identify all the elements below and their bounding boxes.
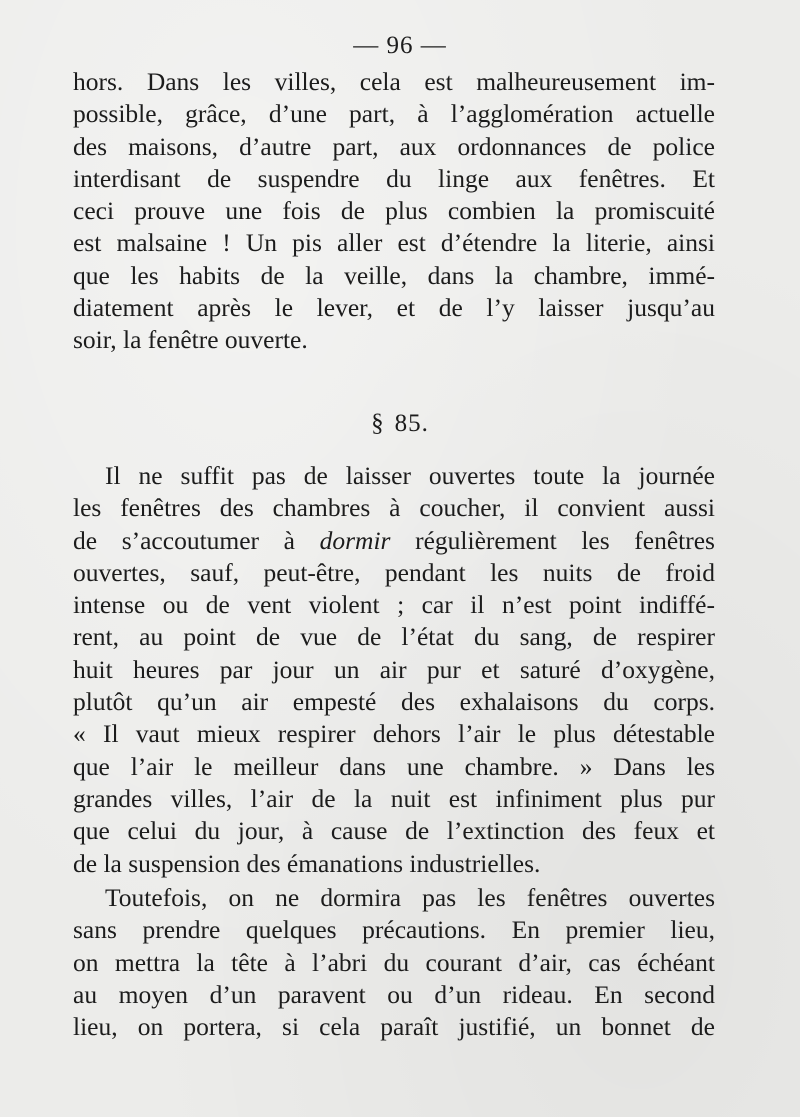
text-line: Toutefois, on ne dormira pas les fenêtres ouvertes	[105, 883, 715, 912]
section-mark: §	[371, 410, 385, 437]
text-line: possible, grâce, d’une part, à l’agglomération actuelle	[73, 99, 715, 129]
text-line: lieu, on portera, si cela paraît justifié, un bonnet de	[73, 1012, 715, 1042]
text-segment: régulièrement les fenêtres	[390, 525, 715, 555]
text-line: diatement après le lever, et de l’y laisser jusqu’au	[73, 293, 715, 323]
text-line: intense ou de vent violent ; car il n’est point indiffé-	[73, 590, 715, 620]
text-line: soir, la fenêtre ouverte.	[73, 325, 308, 355]
text-line: hors. Dans les villes, cela est malheureusement im-	[73, 67, 715, 96]
text-line: interdisant de suspendre du linge aux fenêtres. Et	[73, 163, 715, 193]
text-line: que celui du jour, à cause de l’extinction des feux et	[73, 816, 715, 846]
text-line: « Il vaut mieux respirer dehors l’air le plus détestable	[73, 719, 715, 749]
text-line: ouvertes, sauf, peut-être, pendant les nuits de froid	[73, 557, 715, 587]
emphasized-word: dormir	[319, 525, 391, 555]
text-line: de la suspension des émanations industrielles.	[73, 848, 541, 878]
text-line: sans prendre quelques précautions. En premier lieu,	[73, 915, 715, 945]
text-line: ceci prouve une fois de plus combien la promiscuité	[73, 196, 715, 226]
text-line: au moyen d’un paravent ou d’un rideau. En second	[73, 979, 715, 1009]
text-line: Il ne suffit pas de laisser ouvertes toute la journée	[105, 461, 715, 490]
text-line: des maisons, d’autre part, aux ordonnances de police	[73, 131, 715, 161]
page-number: — 96 —	[353, 32, 447, 59]
paragraph-precautions	[73, 882, 715, 1043]
section-number: 85.	[394, 410, 429, 437]
section-heading	[0, 408, 800, 440]
text-line: est malsaine ! Un pis aller est d’étendre la literie, ainsi	[73, 228, 715, 258]
text-line: on mettra la tête à l’abri du courant d’air, cas échéant	[73, 947, 715, 977]
text-line: que les habits de la veille, dans la chambre, immé-	[73, 260, 715, 290]
text-line: plutôt qu’un air empesté des exhalaisons du corps.	[73, 687, 715, 717]
text-line: que l’air le meilleur dans une chambre. » Dans les	[73, 751, 715, 781]
text-line	[73, 525, 715, 557]
text-segment: de s’accoutumer à	[73, 525, 320, 555]
paragraph-section-85	[73, 460, 715, 880]
paragraph-continued	[73, 66, 715, 357]
text-line: les fenêtres des chambres à coucher, il convient aussi	[73, 493, 715, 523]
text-line: grandes villes, l’air de la nuit est infiniment plus pur	[73, 783, 715, 813]
text-line: huit heures par jour un air pur et saturé d’oxygène,	[73, 654, 715, 684]
text-line: rent, au point de vue de l’état du sang, de respirer	[73, 622, 715, 652]
